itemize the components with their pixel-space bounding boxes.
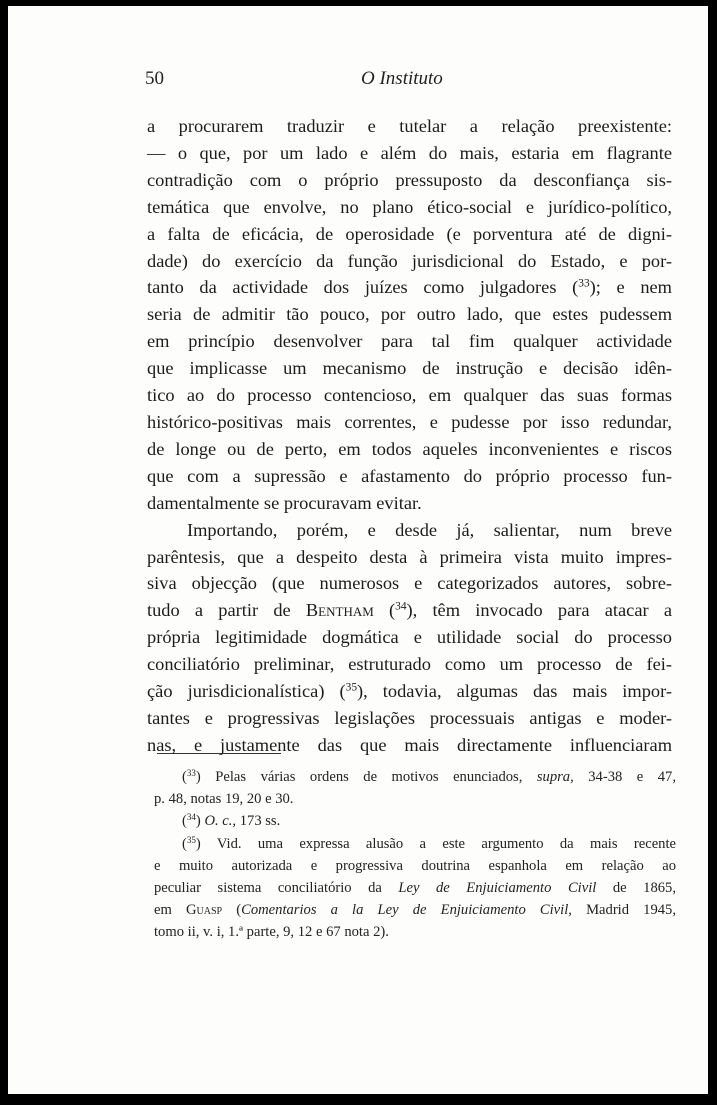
text-line: em princípio desenvolver para tal fim qualquer actividade	[147, 331, 672, 352]
text-line: que implicasse um mecanismo de instrução e decisão idên-	[147, 358, 672, 379]
text-line: damentalmente se procuravam evitar.	[147, 492, 422, 513]
text-segment: ção jurisdicionalística) (	[147, 681, 346, 702]
author-name: Bentham	[305, 600, 374, 621]
running-title: O Instituto	[361, 68, 443, 89]
text-segment: ), todavia, algumas das mais impor-	[357, 681, 672, 702]
text-segment: (	[373, 600, 396, 621]
footnote-mark: 33	[186, 768, 196, 779]
page-number: 50	[145, 68, 164, 89]
footnote-35-cont: tomo ii, v. i, 1.ª parte, 9, 12 e 67 nota 2).	[154, 924, 389, 941]
text-line: tantes e progressivas legislações processuais antigas e moder-	[147, 707, 672, 728]
footnote-mark: 34	[186, 812, 196, 823]
footnote-33: ($^{33}$) Pelas várias ordens de motivos enunciados, supra, 34-38 e 47,	[182, 768, 676, 785]
book-page	[8, 6, 708, 1094]
text-line: tico ao do processo contencioso, em qualquer das suas formas	[147, 385, 672, 406]
text-line	[147, 274, 672, 301]
footnote-35-cont: em Guasp (Comentarios a la Ley de Enjuiciamento Civil, Madrid 1945,	[154, 902, 676, 919]
text-line: histórico-positivas mais correntes, e pudesse por isso redundar,	[147, 411, 672, 432]
footnote-ref-33[interactable]: 33	[578, 278, 590, 291]
text-line: nas, e justamente das que mais directamente influenciaram	[147, 734, 672, 755]
footnote-ref-34[interactable]: 34	[395, 601, 407, 614]
text-line	[147, 597, 672, 624]
text-line: de longe ou de perto, em todos aqueles inconvenientes e riscos	[147, 438, 672, 459]
text-line: que com a supressão e afastamento do próprio processo fun-	[147, 465, 672, 486]
text-line: — o que, por um lado e além do mais, estaria em flagrante	[147, 142, 672, 163]
text-line: temática que envolve, no plano ético-social e jurídico-político,	[147, 196, 672, 217]
text-line: a procurarem traduzir e tutelar a relação preexistente:	[147, 116, 672, 136]
text-line: seria de admitir tão pouco, por outro lado, que estes pudessem	[147, 304, 672, 325]
footnote-ref-35[interactable]: 35	[345, 681, 358, 694]
footnote-34: ($^{34}$) O. c., 173 ss.	[182, 812, 281, 830]
footnote-35-cont: peculiar sistema conciliatório da Ley de Enjuiciamento Civil de 1865,	[154, 880, 676, 897]
text-line: própria legitimidade dogmática e utilidade social do processo	[147, 627, 672, 648]
body-text	[147, 113, 672, 759]
text-line: contradição com o próprio pressuposto da desconfiança sis-	[147, 169, 672, 190]
footnote-35-cont: e muito autorizada e progressiva doutrina espanhola em relação ao	[154, 857, 676, 874]
footnote-mark: 35	[186, 834, 196, 845]
footnote-33-cont: p. 48, notas 19, 20 e 30.	[154, 791, 294, 808]
footnotes	[154, 766, 676, 944]
text-line: parêntesis, que a despeito desta à primeira vista muito impres-	[147, 546, 672, 567]
text-line	[147, 678, 672, 705]
text-line: a falta de eficácia, de operosidade (e porventura até de digni-	[147, 223, 672, 244]
text-line: dade) do exercício da função jurisdicional do Estado, e por-	[147, 250, 672, 271]
text-segment: ); e nem	[589, 277, 672, 298]
text-line: conciliatório preliminar, estruturado como um processo de fei-	[147, 654, 672, 675]
text-line: Importando, porém, e desde já, salientar, num breve	[187, 519, 672, 540]
text-segment: tanto da actividade dos juízes como julgadores (	[147, 277, 579, 298]
footnote-divider	[157, 753, 281, 754]
footnote-35: ($^{35}$) Vid. uma expressa alusão a este argumento da mais recente	[182, 834, 676, 852]
text-line: siva objecção (que numerosos e categorizados autores, sobre-	[147, 573, 672, 594]
text-segment: ), têm invocado para atacar a	[406, 600, 672, 621]
page-header	[145, 68, 681, 98]
text-segment: tudo a partir de	[147, 600, 306, 621]
